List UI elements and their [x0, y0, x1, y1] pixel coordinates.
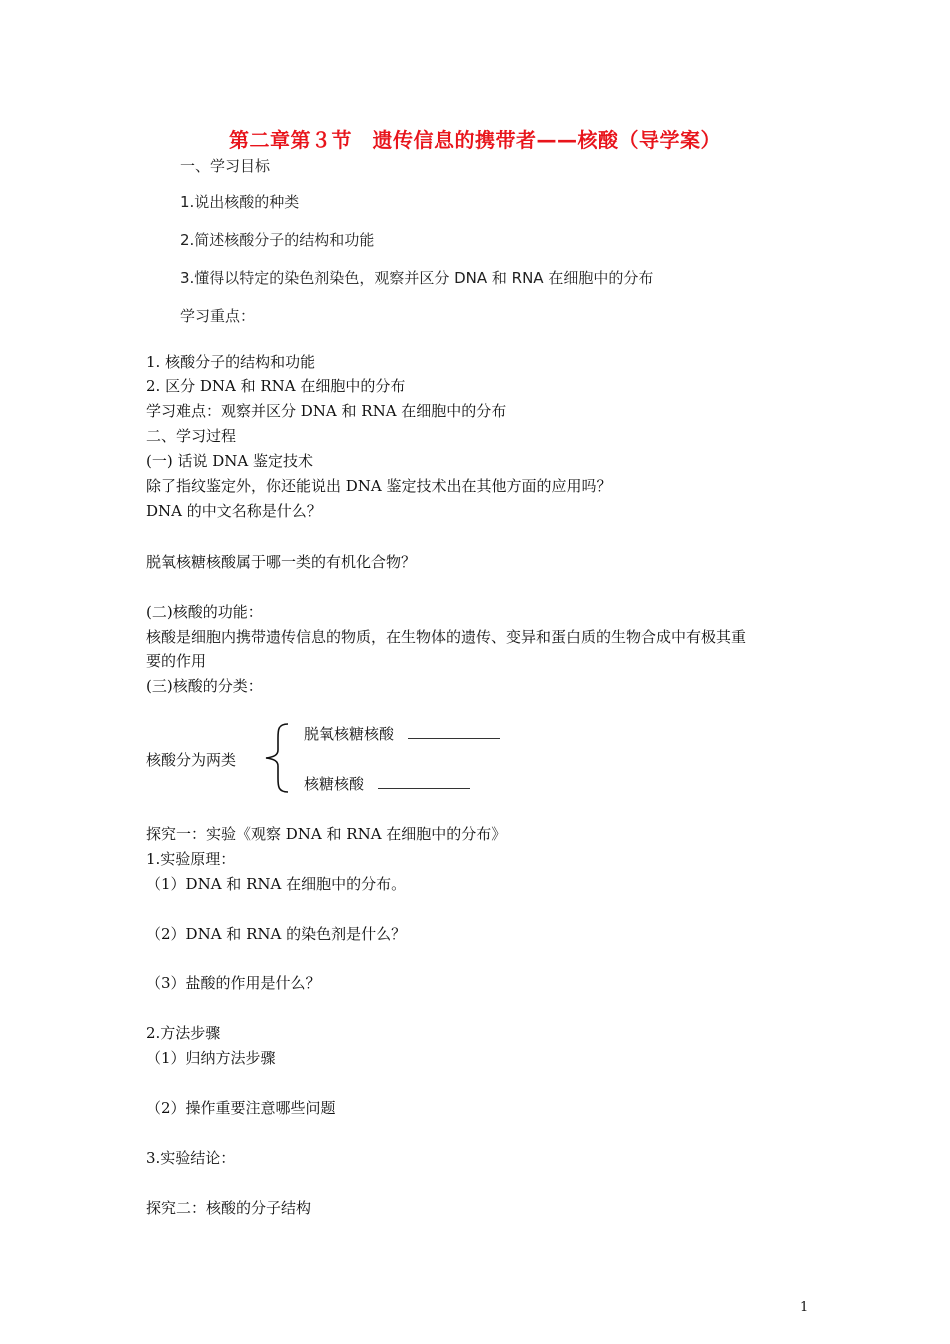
section1-question-1: 除了指纹鉴定外，你还能说出 DNA 鉴定技术出在其他方面的应用吗？	[146, 477, 612, 495]
classification-type-1	[304, 724, 500, 744]
inquiry1-principle-3: （3）盐酸的作用是什么？	[146, 974, 321, 992]
inquiry2-heading: 探究二：核酸的分子结构	[146, 1199, 312, 1217]
inquiry1-heading: 探究一：实验《观察 DNA 和 RNA 在细胞中的分布》	[146, 825, 507, 843]
section3-heading: (三)核酸的分类：	[146, 677, 263, 695]
type-1-blank[interactable]	[408, 724, 500, 739]
key-point-1: 1. 核酸分子的结构和功能	[146, 353, 316, 371]
page-number: 1	[800, 1300, 809, 1315]
objective-item-3: 3.懂得以特定的染色剂染色，观察并区分 DNA 和 RNA 在细胞中的分布	[180, 269, 654, 287]
section1-question-3: 脱氧核糖核酸属于哪一类的有机化合物？	[146, 553, 417, 571]
inquiry1-conclusion: 3.实验结论：	[146, 1149, 236, 1167]
type-1-label: 脱氧核糖核酸	[304, 725, 395, 743]
difficulty-line: 学习难点：观察并区分 DNA 和 RNA 在细胞中的分布	[146, 402, 507, 420]
section1-heading: (一) 话说 DNA 鉴定技术	[146, 452, 313, 470]
classification-label: 核酸分为两类	[146, 751, 237, 769]
objective-item-2: 2.简述核酸分子的结构和功能	[180, 231, 375, 249]
section2-line-2: 要的作用	[146, 652, 207, 670]
section2-heading: (二)核酸的功能：	[146, 603, 263, 621]
inquiry1-method-2: （2）操作重要注意哪些问题	[146, 1099, 336, 1117]
inquiry1-principle-1: （1）DNA 和 RNA 在细胞中的分布。	[146, 875, 407, 893]
section1-question-2: DNA 的中文名称是什么？	[146, 502, 322, 520]
process-heading: 二、学习过程	[146, 427, 237, 445]
section2-line-1: 核酸是细胞内携带遗传信息的物质，在生物体的遗传、变异和蛋白质的生物合成中有极其重	[146, 628, 747, 646]
key-points-label: 学习重点：	[180, 307, 256, 325]
key-point-2: 2. 区分 DNA 和 RNA 在细胞中的分布	[146, 377, 406, 395]
inquiry1-principle-2: （2）DNA 和 RNA 的染色剂是什么？	[146, 925, 407, 943]
inquiry1-method-1: （1）归纳方法步骤	[146, 1049, 276, 1067]
brace-icon	[254, 722, 294, 794]
type-2-label: 核糖核酸	[304, 775, 365, 793]
inquiry1-principle: 1.实验原理：	[146, 850, 236, 868]
classification-type-2	[304, 774, 470, 794]
objectives-heading: 一、学习目标	[180, 157, 271, 175]
inquiry1-method: 2.方法步骤	[146, 1024, 221, 1042]
type-2-blank[interactable]	[378, 774, 470, 789]
page-title: 第二章第３节 遗传信息的携带者——核酸（导学案）	[229, 128, 721, 152]
objective-item-1: 1.说出核酸的种类	[180, 193, 300, 211]
